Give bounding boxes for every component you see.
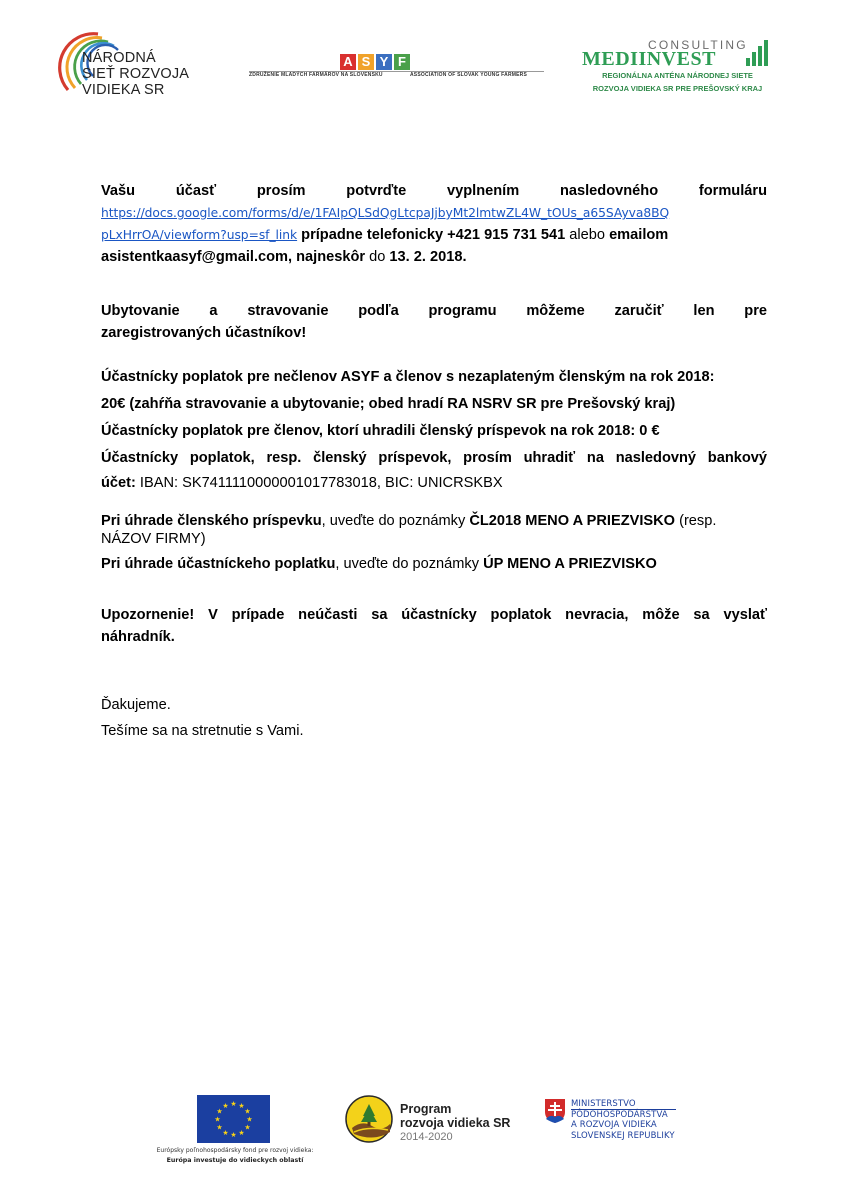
member-note-code: ČL2018 MENO A PRIEZVISKO	[469, 513, 676, 529]
eu-stars-icon	[197, 1095, 270, 1143]
svg-text:★: ★	[230, 1131, 237, 1139]
slovak-coat-of-arms-icon	[544, 1098, 566, 1124]
deadline-date: 13. 2. 2018.	[389, 249, 467, 265]
member-note-text: , uveďte do poznámky	[321, 513, 470, 529]
medi-brand-name: MEDIINVEST	[582, 48, 716, 70]
fee-note	[101, 553, 767, 575]
medi-consulting-label: CONSULTING	[648, 38, 748, 52]
asyf-caption-right: ASSOCIATION OF SLOVAK YOUNG FARMERS	[410, 72, 528, 78]
prv-logo-icon	[344, 1094, 394, 1144]
confirm-line1: Vašu účasť prosím potvrďte vyplnením nasledovného formuláru	[101, 183, 767, 199]
form-link-part2[interactable]: pLxHrrOA/viewform?usp=sf_link	[101, 228, 298, 242]
medi-sub-line1: REGIONÁLNA ANTÉNA NÁRODNEJ SIETE	[602, 71, 753, 80]
ministry-line3: A ROZVOJA VIDIEKA	[571, 1120, 657, 1130]
nsrv-logo-text	[82, 50, 189, 98]
prv-years: 2014-2020	[400, 1131, 453, 1143]
fee-amount: 20€ (zahŕňa stravovanie a ubytovanie; obed hradí RA NSRV SR pre Prešovský kraj)	[101, 396, 676, 412]
svg-text:★: ★	[222, 1102, 229, 1110]
fee-note-bold: Pri úhrade účastníckeho poplatku	[101, 556, 336, 572]
fee-note-code: ÚP MENO A PRIEZVISKO	[483, 556, 657, 572]
ministry-line2: PÔDOHOSPODÁRSTVA	[571, 1109, 668, 1120]
member-note-line2: NÁZOV FIRMY)	[101, 531, 206, 547]
svg-text:★: ★	[230, 1100, 237, 1108]
account-value: IBAN: SK7411110000001017783018, BIC: UNICRSKBX	[135, 475, 503, 491]
email-label: emailom	[609, 227, 669, 243]
medi-sub-line2: ROZVOJA VIDIEKA SR PRE PREŠOVSKÝ KRAJ	[592, 84, 763, 93]
thanks-text: Ďakujeme.	[101, 697, 171, 713]
svg-text:★: ★	[222, 1129, 229, 1137]
nsrv-line1: NÁRODNÁ	[82, 50, 156, 66]
asyf-letter-f: F	[394, 54, 410, 70]
lodging-line1: Ubytovanie a stravovanie podľa programu môžeme zaručiť len pre	[101, 303, 767, 319]
svg-text:★: ★	[216, 1123, 223, 1132]
eu-flag-icon	[197, 1095, 270, 1143]
email-address[interactable]: asistentkaasyf@gmail.com, najneskôr	[101, 249, 366, 265]
confirm-line4	[101, 246, 767, 268]
asyf-logo	[340, 53, 412, 71]
form-link-part1[interactable]: https://docs.google.com/forms/d/e/1FAIpQLSdQgLtcpaJjbyMt2lmtwZL4W_tOUs_a65SAyva8BQ	[101, 206, 670, 220]
svg-text:★: ★	[238, 1129, 245, 1137]
svg-text:★: ★	[244, 1123, 251, 1132]
ministry-name	[571, 1099, 675, 1141]
prv-line2: rozvoja vidieka SR	[400, 1116, 511, 1130]
fee-members: Účastnícky poplatok pre členov, ktorí uhradili členský príspevok na rok 2018: 0 €	[101, 423, 660, 439]
fee-note-text: , uveďte do poznámky	[335, 556, 484, 572]
warning-line1: Upozornenie! V prípade neúčasti sa účastnícky poplatok nevracia, môže sa vyslať	[101, 607, 767, 623]
confirm-line3	[101, 224, 767, 246]
member-note-bold: Pri úhrade členského príspevku	[101, 513, 322, 529]
asyf-letter-y: Y	[376, 54, 392, 70]
svg-text:★: ★	[216, 1107, 223, 1116]
eu-caption-2: Európa investuje do vidieckych oblastí	[166, 1157, 304, 1164]
eu-caption-1: Európsky poľnohospodársky fond pre rozvoj vidieka:	[156, 1147, 314, 1154]
warning-line2: náhradník.	[101, 629, 175, 645]
svg-text:★: ★	[238, 1102, 245, 1110]
until-text: do	[365, 249, 390, 265]
asyf-caption-left: ZDRUŽENIE MLADÝCH FARMÁROV NA SLOVENSKU	[249, 72, 383, 78]
account-label: účet:	[101, 475, 136, 491]
prv-title	[400, 1102, 510, 1130]
nsrv-line2: SIEŤ ROZVOJA	[82, 66, 190, 82]
svg-text:★: ★	[246, 1115, 253, 1124]
bank-account	[101, 472, 767, 494]
lodging-line2: zaregistrovaných účastníkov!	[101, 325, 307, 341]
phone-text: prípadne telefonicky +421 915 731 541	[297, 227, 566, 243]
fee-payment-line: Účastnícky poplatok, resp. členský príspevok, prosím uhradiť na nasledovný bankový	[101, 450, 767, 466]
or-text: alebo	[565, 227, 610, 243]
asyf-letter-s: S	[358, 54, 374, 70]
closing-text: Tešíme sa na stretnutie s Vami.	[101, 723, 304, 739]
asyf-letter-a: A	[340, 54, 356, 70]
ministry-line4: SLOVENSKEJ REPUBLIKY	[571, 1130, 675, 1141]
svg-text:★: ★	[244, 1107, 251, 1116]
member-note-tail: (resp.	[675, 513, 717, 529]
bar-chart-icon	[745, 40, 769, 66]
nsrv-line3: VIDIEKA SR	[82, 82, 165, 98]
medi-subtitle	[580, 69, 775, 95]
form-link-line1[interactable]	[101, 202, 767, 224]
ministry-divider	[571, 1109, 676, 1110]
prv-line1: Program	[400, 1102, 452, 1116]
ministry-line1: MINISTERSTVO	[571, 1099, 636, 1109]
svg-text:★: ★	[214, 1115, 221, 1124]
fee-nonmembers: Účastnícky poplatok pre nečlenov ASYF a členov s nezaplateným členským na rok 2018:	[101, 369, 715, 385]
